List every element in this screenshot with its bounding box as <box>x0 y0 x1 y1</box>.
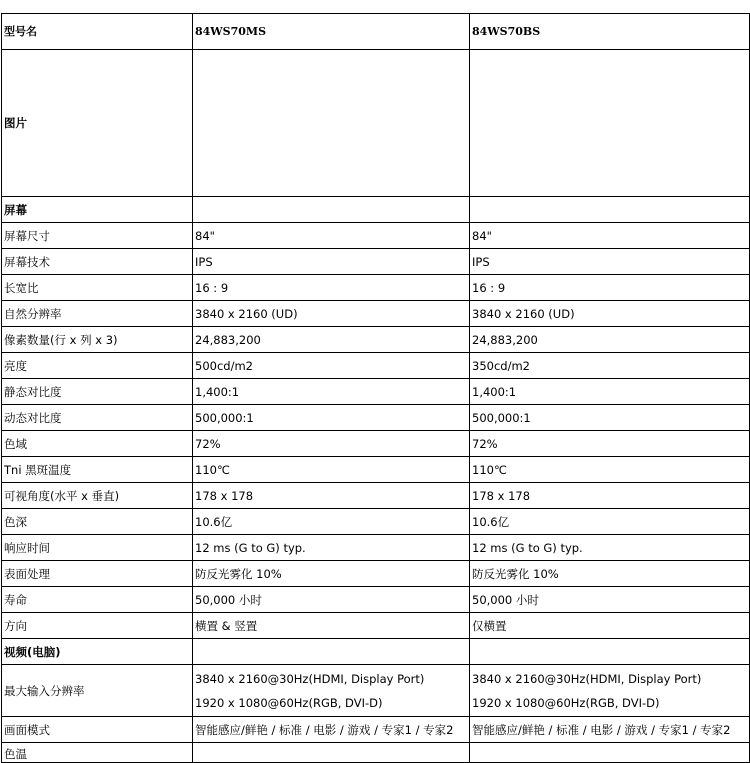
model-name-1: 84WS70MS <box>193 14 470 50</box>
spec-row <box>2 275 750 301</box>
spec-row <box>2 379 750 405</box>
spec-row <box>2 353 750 379</box>
spec-value-2: 10.6亿 <box>470 509 750 535</box>
product-image-1 <box>193 50 470 197</box>
spec-value-1: 178 x 178 <box>193 483 470 509</box>
spec-value-line: 3840 x 2160@30Hz(HDMI, Display Port) <box>472 671 702 686</box>
spec-value-1: 50,000 小时 <box>193 587 470 613</box>
spec-value-1: 3840 x 2160 (UD) <box>193 301 470 327</box>
spec-value-2: 16 : 9 <box>470 275 750 301</box>
spec-value-1: 24,883,200 <box>193 327 470 353</box>
spec-value-2: 3840 x 2160 (UD) <box>470 301 750 327</box>
spec-value-1: 1,400:1 <box>193 379 470 405</box>
section-label-screen: 屏幕 <box>2 197 193 223</box>
spec-label: 可视角度(水平 x 垂直) <box>2 483 193 509</box>
spec-label: 静态对比度 <box>2 379 193 405</box>
spec-row <box>2 327 750 353</box>
spec-value-2: 智能感应/鲜艳 / 标准 / 电影 / 游戏 / 专家1 / 专家2 <box>470 717 750 743</box>
section-empty-cell <box>470 197 750 223</box>
image-label: 图片 <box>2 50 193 197</box>
section-empty-cell <box>193 639 470 665</box>
spec-row <box>2 509 750 535</box>
section-label-video: 视频(电脑) <box>2 639 193 665</box>
spec-label: 寿命 <box>2 587 193 613</box>
spec-value-line: 1920 x 1080@60Hz(RGB, DVI-D) <box>472 695 660 710</box>
spec-label: Tni 黑斑温度 <box>2 457 193 483</box>
spec-table <box>1 13 750 763</box>
model-row <box>2 14 750 50</box>
spec-row-partial <box>2 743 750 763</box>
spec-row <box>2 457 750 483</box>
spec-row <box>2 249 750 275</box>
spec-label: 色温 <box>2 743 193 763</box>
model-label: 型号名 <box>2 14 193 50</box>
image-row <box>2 50 750 197</box>
spec-value-1: 84" <box>193 223 470 249</box>
model-name-2: 84WS70BS <box>470 14 750 50</box>
spec-value-line: 3840 x 2160@30Hz(HDMI, Display Port) <box>195 671 425 686</box>
spec-row <box>2 535 750 561</box>
spec-value-1: 500,000:1 <box>193 405 470 431</box>
spec-value-2: 84" <box>470 223 750 249</box>
spec-value-1: 16 : 9 <box>193 275 470 301</box>
product-image-2 <box>470 50 750 197</box>
spec-value-2: 12 ms (G to G) typ. <box>470 535 750 561</box>
spec-value-1: 横置 & 竖置 <box>193 613 470 639</box>
spec-row <box>2 587 750 613</box>
spec-row-picture-mode <box>2 717 750 743</box>
spec-label: 动态对比度 <box>2 405 193 431</box>
section-row-screen <box>2 197 750 223</box>
spec-value-1: 500cd/m2 <box>193 353 470 379</box>
spec-label: 像素数量(行 x 列 x 3) <box>2 327 193 353</box>
spec-value-1: 72% <box>193 431 470 457</box>
spec-value-1: 12 ms (G to G) typ. <box>193 535 470 561</box>
spec-label: 方向 <box>2 613 193 639</box>
spec-value-2: 72% <box>470 431 750 457</box>
spec-value-1 <box>193 665 470 717</box>
spec-value-1: 防反光雾化 10% <box>193 561 470 587</box>
spec-row <box>2 483 750 509</box>
spec-row <box>2 431 750 457</box>
spec-row <box>2 561 750 587</box>
spec-value-line: 1920 x 1080@60Hz(RGB, DVI-D) <box>195 695 383 710</box>
spec-value-2 <box>470 743 750 763</box>
spec-label: 屏幕技术 <box>2 249 193 275</box>
spec-row-max-input <box>2 665 750 717</box>
spec-value-2: 500,000:1 <box>470 405 750 431</box>
spec-value-1: IPS <box>193 249 470 275</box>
spec-value-2: 1,400:1 <box>470 379 750 405</box>
spec-value-1: 110℃ <box>193 457 470 483</box>
spec-value-2: 110℃ <box>470 457 750 483</box>
spec-row <box>2 223 750 249</box>
spec-label: 长宽比 <box>2 275 193 301</box>
spec-value-2 <box>470 665 750 717</box>
spec-label: 响应时间 <box>2 535 193 561</box>
spec-table-body <box>2 14 750 763</box>
spec-row <box>2 301 750 327</box>
spec-value-2: 50,000 小时 <box>470 587 750 613</box>
spec-value-2: 350cd/m2 <box>470 353 750 379</box>
spec-label: 最大输入分辨率 <box>2 665 193 717</box>
spec-row <box>2 405 750 431</box>
spec-label: 表面处理 <box>2 561 193 587</box>
spec-value-2: 24,883,200 <box>470 327 750 353</box>
spec-label: 色域 <box>2 431 193 457</box>
spec-label: 屏幕尺寸 <box>2 223 193 249</box>
spec-value-1 <box>193 743 470 763</box>
spec-value-2: 仅横置 <box>470 613 750 639</box>
section-empty-cell <box>193 197 470 223</box>
spec-label: 画面模式 <box>2 717 193 743</box>
spec-value-1: 智能感应/鲜艳 / 标准 / 电影 / 游戏 / 专家1 / 专家2 <box>193 717 470 743</box>
spec-value-1: 10.6亿 <box>193 509 470 535</box>
spec-label: 色深 <box>2 509 193 535</box>
spec-value-2: 防反光雾化 10% <box>470 561 750 587</box>
section-empty-cell <box>470 639 750 665</box>
spec-label: 亮度 <box>2 353 193 379</box>
section-row-video <box>2 639 750 665</box>
spec-value-2: 178 x 178 <box>470 483 750 509</box>
spec-row <box>2 613 750 639</box>
spec-label: 自然分辨率 <box>2 301 193 327</box>
spec-value-2: IPS <box>470 249 750 275</box>
